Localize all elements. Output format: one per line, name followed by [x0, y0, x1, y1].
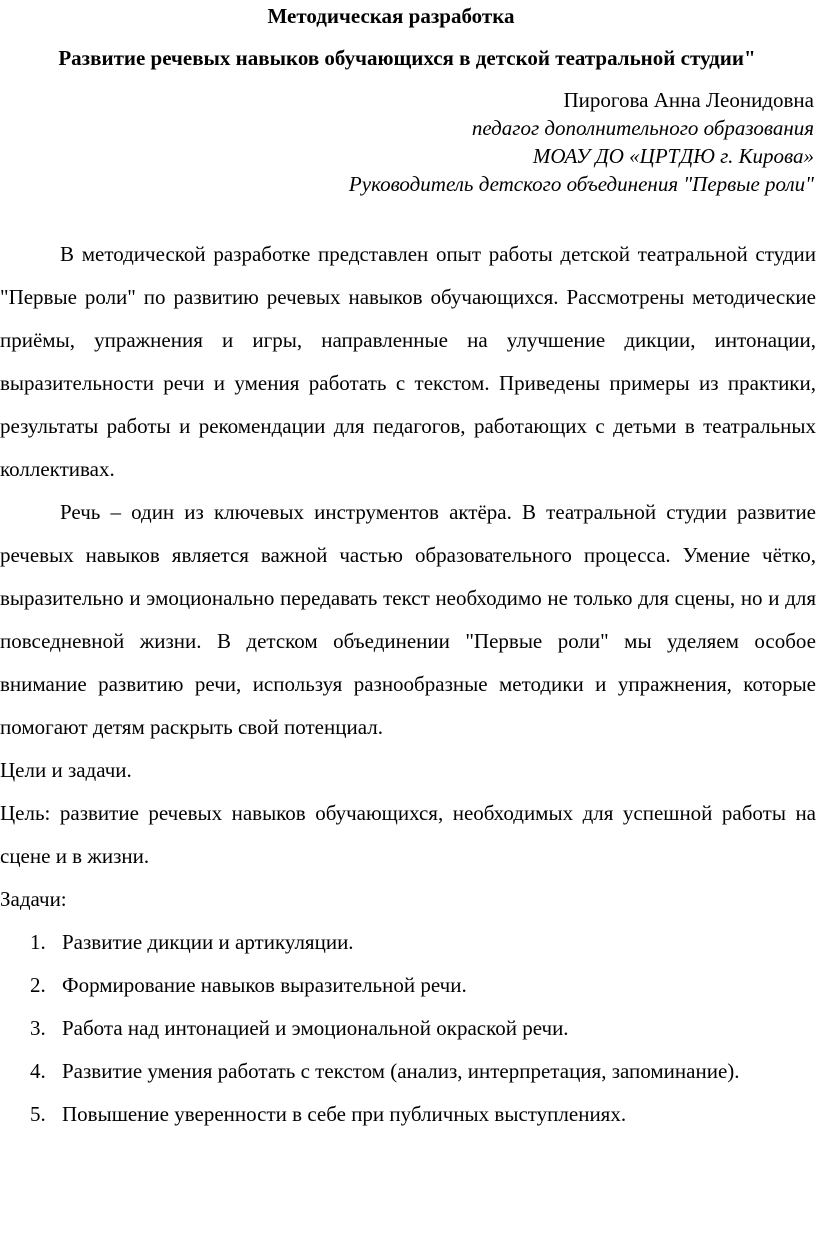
list-item-number: 3. — [30, 1016, 46, 1040]
document-body — [0, 233, 816, 1136]
list-item — [0, 921, 816, 964]
list-item-text: Развитие дикции и артикуляции. — [62, 930, 354, 954]
list-item-text: Работа над интонацией и эмоциональной окраской речи. — [62, 1016, 569, 1040]
list-item-number: 4. — [30, 1059, 46, 1083]
author-name: Пирогова Анна Леонидовна — [563, 88, 814, 112]
author-role: Руководитель детского объединения "Первые роли" — [348, 172, 814, 196]
list-item-number: 2. — [30, 973, 46, 997]
list-item-text: Формирование навыков выразительной речи. — [62, 973, 467, 997]
goals-heading: Цели и задачи. — [0, 758, 132, 782]
goal-text: Цель: развитие речевых навыков обучающихся, необходимых для успешной работы на сцене и в жизни. — [0, 801, 816, 868]
list-item — [0, 1050, 816, 1093]
document-title: Методическая разработка — [267, 4, 515, 28]
author-position: педагог дополнительного образования — [471, 116, 814, 140]
document-subtitle: Развитие речевых навыков обучающихся в детской театральной студии" — [58, 46, 756, 70]
list-item-text: Развитие умения работать с текстом (анализ, интерпретация, запоминание). — [62, 1059, 740, 1083]
list-item — [0, 1093, 816, 1136]
tasks-list — [0, 921, 816, 1136]
author-organization: МОАУ ДО «ЦРТДЮ г. Кирова» — [532, 144, 814, 168]
author-block — [349, 86, 814, 198]
paragraph-abstract: В методической разработке представлен опыт работы детской театральной студии "Первые роли" по развитию речевых навыков обучающихся. Рассмотрены методические приёмы, упражнения и игры, направленные на улучшение дикции, интонации, выразительности речи и умения работать с текстом. Приведены примеры из практики, результаты работы и рекомендации для педагогов, работающих с детьми в театральных коллективах. — [0, 242, 816, 481]
list-item — [0, 1007, 816, 1050]
tasks-heading: Задачи: — [0, 887, 67, 911]
list-item-text: Повышение уверенности в себе при публичных выступлениях. — [62, 1102, 627, 1126]
paragraph-intro: Речь – один из ключевых инструментов актёра. В театральной студии развитие речевых навыков является важной частью образовательного процесса. Умение чётко, выразительно и эмоционально передавать текст необходимо не только для сцены, но и для повседневной жизни. В детском объединении "Первые роли" мы уделяем особое внимание развитию речи, используя разнообразные методики и упражнения, которые помогают детям раскрыть свой потенциал. — [0, 500, 816, 739]
list-item-number: 5. — [30, 1102, 46, 1126]
list-item-number: 1. — [30, 930, 46, 954]
list-item — [0, 964, 816, 1007]
